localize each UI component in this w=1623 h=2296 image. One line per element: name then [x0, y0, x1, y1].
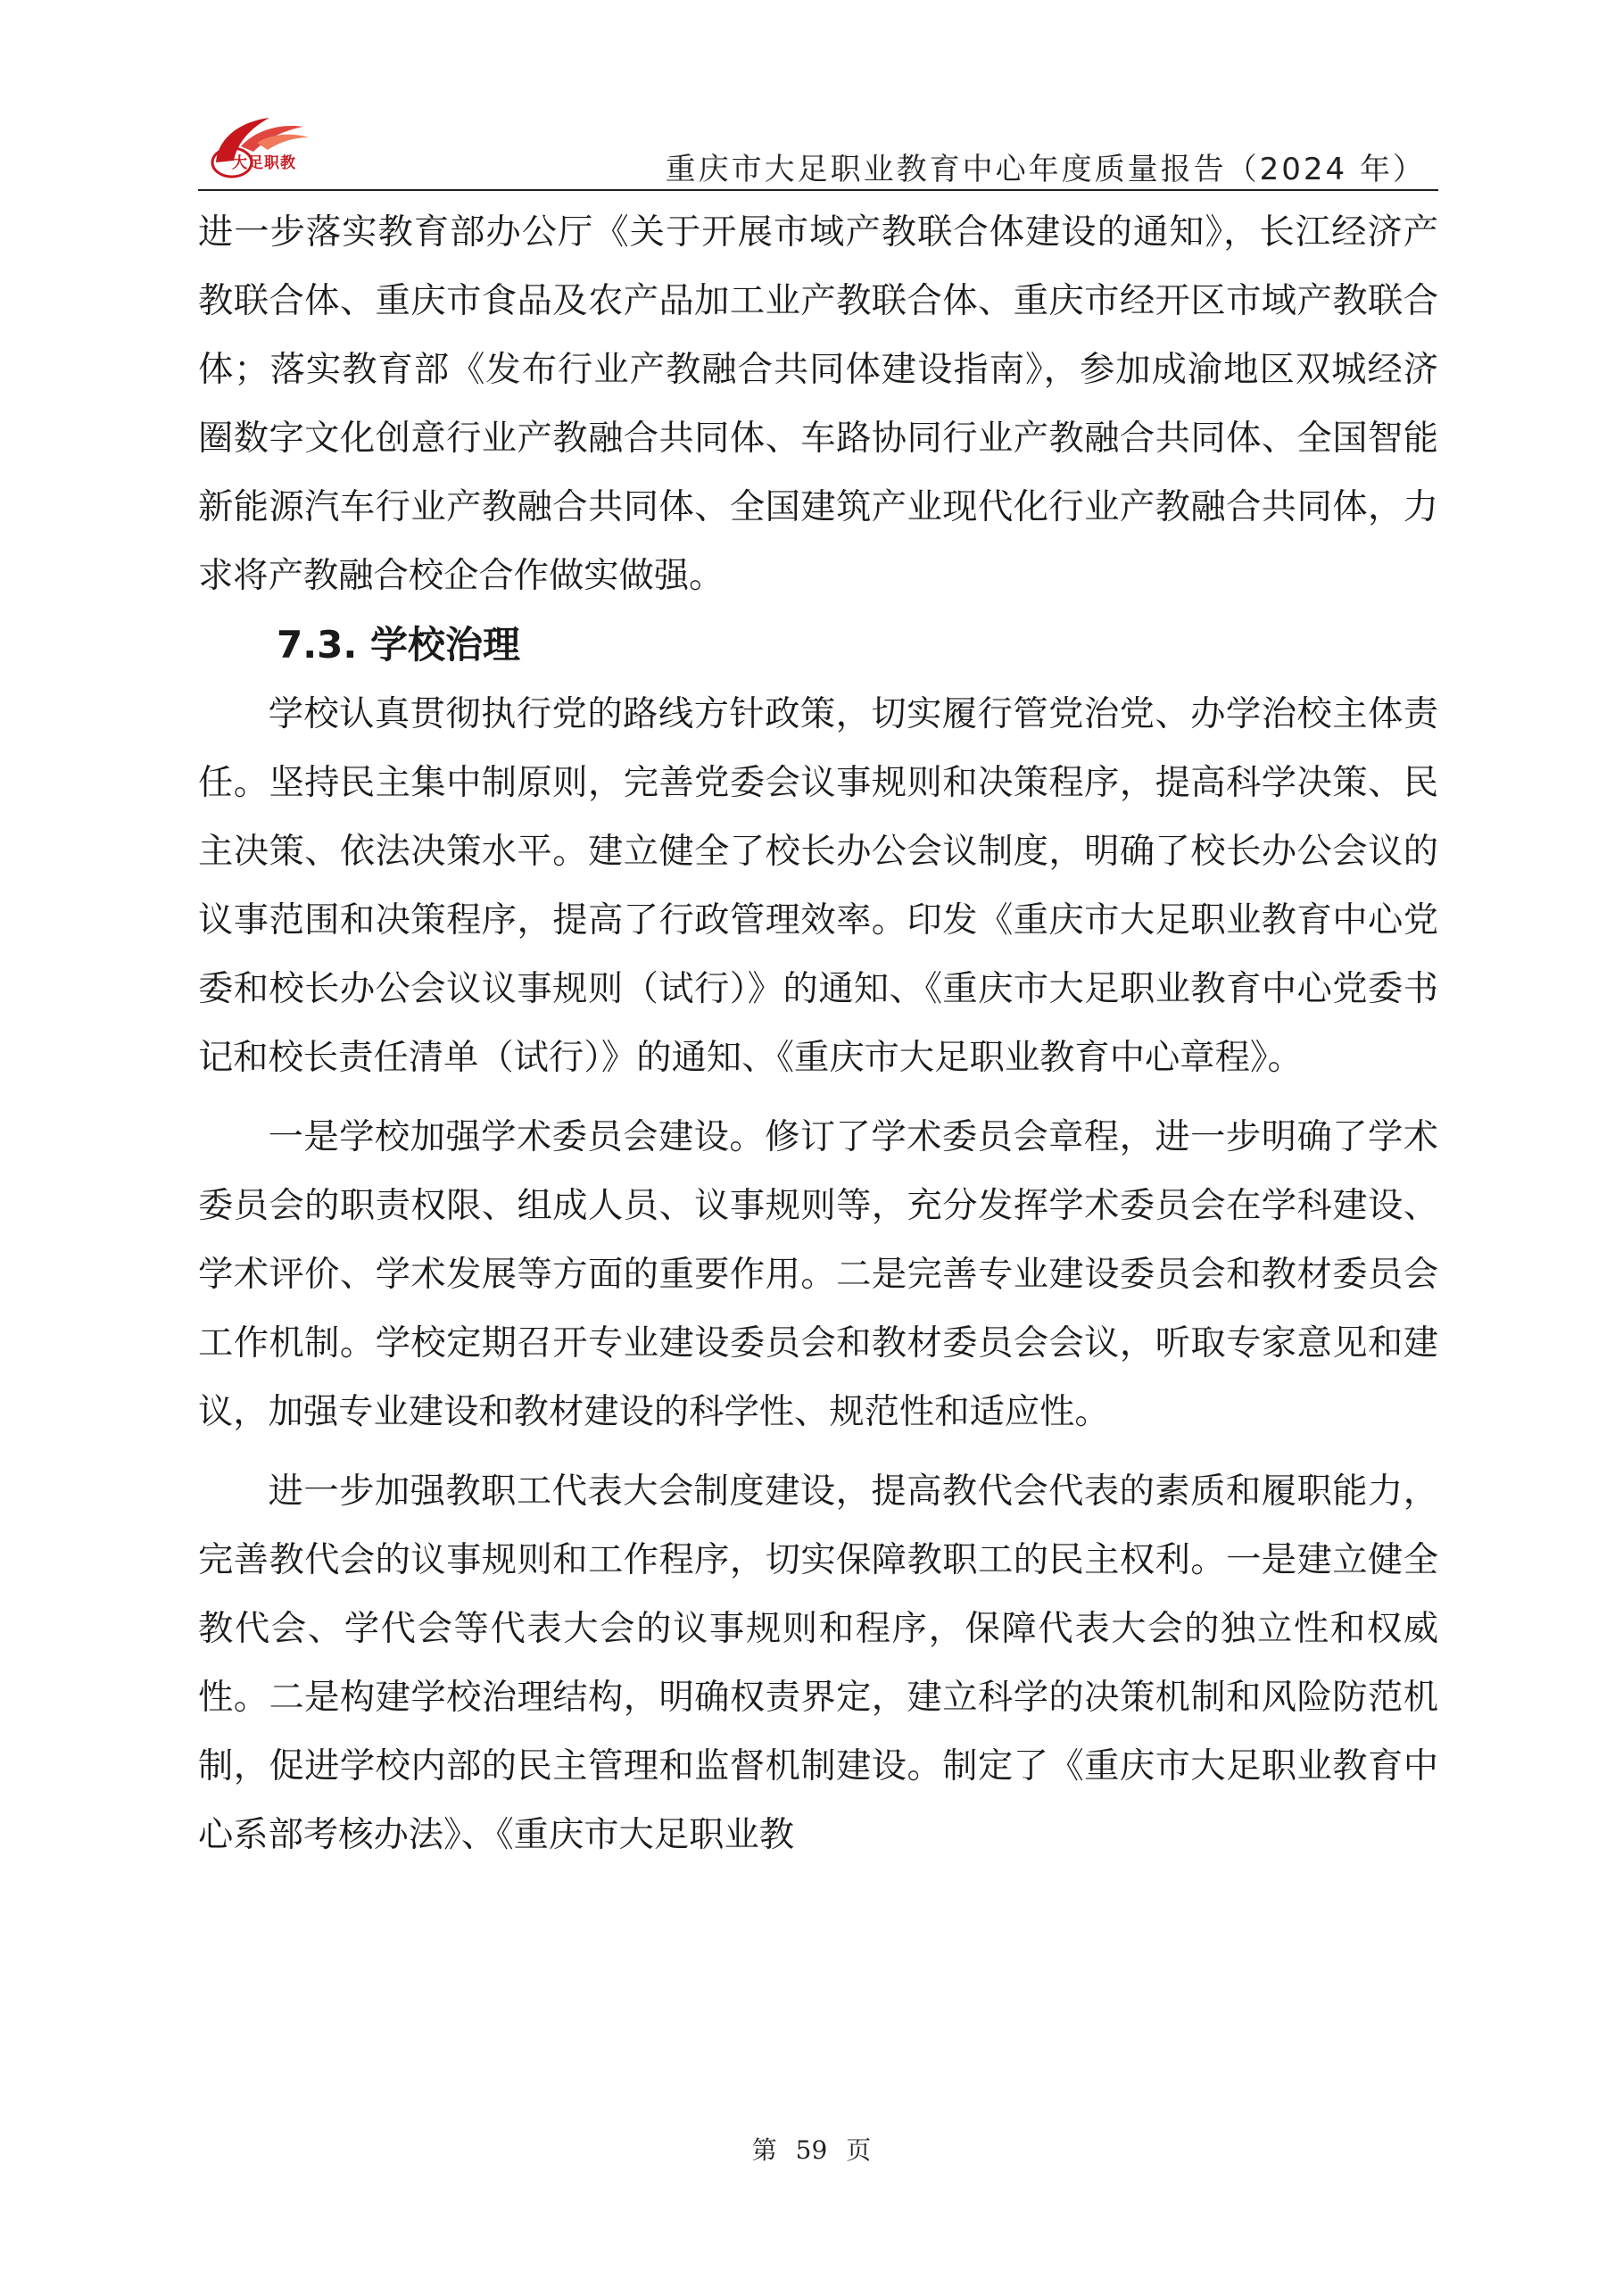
intro-paragraph: 进一步落实教育部办公厅《关于开展市域产教联合体建设的通知》，长江经济产教联合体、重庆市食品及农产品加工业产教联合体、重庆市经开区市域产教联合体；落实教育部《发布行业产教融合共同体建设指南》，参加成渝地区双城经济圈数字文化创意行业产教融合共同体、车路协同行业产教融合共同体、全国智能新能源汽车行业产教融合共同体、全国建筑产业现代化行业产教融合共同体，力求将产教融合校企合作做实做强。: [198, 212, 1438, 596]
page-number: 59: [795, 2135, 828, 2165]
report-title: 重庆市大足职业教育中心年度质量报告（2024 年）: [665, 152, 1426, 187]
logo-swoosh-icon: [198, 107, 341, 187]
page-number-prefix: 第: [751, 2135, 777, 2165]
page-footer: [0, 2131, 1623, 2167]
school-logo: [198, 107, 341, 187]
paragraph-staff-congress: 进一步加强教职工代表大会制度建设，提高教代会代表的素质和履职能力，完善教代会的议事规则和工作程序，切实保障教职工的民主权利。一是建立健全教代会、学代会等代表大会的议事规则和程序，保障代表大会的独立性和权威性。二是构建学校治理结构，明确权责界定，建立科学的决策机制和风险防范机制，促进学校内部的民主管理和监督机制建设。制定了《重庆市大足职业教育中心系部考核办法》、《重庆市大足职业教: [198, 1471, 1438, 1855]
page-header: [198, 107, 1438, 193]
paragraph-governance: 学校认真贯彻执行党的路线方针政策，切实履行管党治党、办学治校主体责任。坚持民主集中制原则，完善党委会议事规则和决策程序，提高科学决策、民主决策、依法决策水平。建立健全了校长办公会议制度，明确了校长办公会议的议事范围和决策程序，提高了行政管理效率。印发《重庆市大足职业教育中心党委和校长办公会议议事规则（试行）》的通知、《重庆市大足职业教育中心党委书记和校长责任清单（试行）》的通知、《重庆市大足职业教育中心章程》。: [198, 694, 1438, 1078]
logo-text: 大足职教: [232, 154, 296, 172]
page-number-suffix: 页: [846, 2135, 872, 2165]
page-body: [198, 198, 1438, 1869]
header-divider: [198, 189, 1438, 191]
paragraph-academic-committee: 一是学校加强学术委员会建设。修订了学术委员会章程，进一步明确了学术委员会的职责权限、组成人员、议事规则等，充分发挥学术委员会在学科建设、学术评价、学术发展等方面的重要作用。二是完善专业建设委员会和教材委员会工作机制。学校定期召开专业建设委员会和教材委员会会议，听取专家意见和建议，加强专业建设和教材建设的科学性、规范性和适应性。: [198, 1117, 1438, 1432]
section-heading: 7.3. 学校治理: [277, 623, 520, 667]
